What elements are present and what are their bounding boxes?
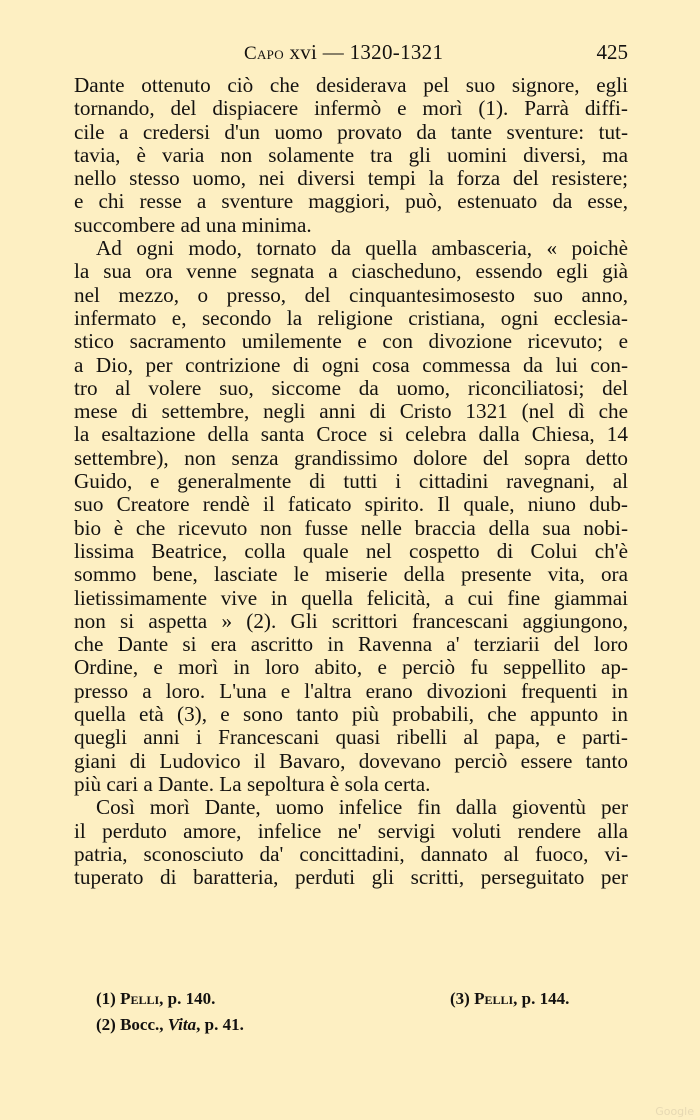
text-line: che Dante si era ascritto in Ravenna a' terziarii del loro — [74, 632, 628, 657]
text-line: presso a loro. L'una e l'altra erano divozioni frequenti in — [74, 678, 628, 703]
footnote-author: Pelli — [474, 989, 514, 1008]
text-line: quegli anni i Francescani quasi ribelli al papa, e parti- — [74, 725, 628, 750]
text-line: giani di Ludovico il Bavaro, dovevano perciò essere tanto — [74, 748, 628, 773]
footnote-marker: (3) — [450, 989, 475, 1008]
text-line: bio è che ricevuto non fusse nelle braccia della sua nobi- — [74, 515, 628, 540]
text-line: stico sacramento umilemente e con divozione ricevuto; e — [74, 329, 628, 354]
text-line: la sua ora venne segnata a ciascheduno, essendo egli già — [74, 259, 628, 284]
watermark: Google — [655, 1105, 694, 1118]
text-line: Ordine, e morì in loro abito, e perciò fu seppellito ap- — [74, 655, 628, 680]
text-line: nel mezzo, o presso, del cinquantesimosesto suo anno, — [74, 282, 628, 307]
running-head — [244, 40, 443, 65]
text-line: a Dio, per contrizione di ogni cosa commessa da lui con- — [74, 352, 628, 377]
footnote-separator: , — [159, 1015, 168, 1034]
text-line: nello stesso uomo, nei diversi tempi la forza del resistere; — [74, 166, 628, 191]
footnote-marker: (1) — [96, 989, 121, 1008]
text-line: più cari a Dante. La sepoltura è sola certa. — [74, 771, 431, 796]
footnote-author: Bocc. — [120, 1015, 160, 1034]
running-head-years: xvi — 1320-1321 — [283, 40, 444, 64]
footnote-3 — [450, 986, 569, 1012]
text-line: Ad ogni modo, tornato da quella ambasceria, « poichè — [96, 236, 628, 261]
text-line: Guido, e generalmente di tutti i cittadini ravegnani, al — [74, 469, 628, 494]
footnote-marker: (2) — [96, 1015, 121, 1034]
text-line: succombere ad una minima. — [74, 212, 312, 237]
text-line: quella età (3), e sono tanto più probabili, che appunto in — [74, 702, 628, 727]
text-line: il perduto amore, infelice ne' servigi voluti rendere alla — [74, 818, 628, 843]
footnote-reference: , p. 41. — [196, 1015, 244, 1034]
text-line: la esaltazione della santa Croce si celebra dalla Chiesa, 14 — [74, 422, 628, 447]
text-line: settembre), non senza grandissimo dolore del sopra detto — [74, 445, 628, 470]
text-line: tavia, è varia non solamente tra gli uomini diversi, ma — [74, 142, 628, 167]
text-line: tuperato di baratteria, perduti gli scritti, perseguitato per — [74, 865, 628, 890]
text-line: lissima Beatrice, colla quale nel cospetto di Colui ch'è — [74, 538, 628, 563]
text-line: Dante ottenuto ciò che desiderava pel suo signore, egli — [74, 73, 628, 97]
footnote-2 — [96, 1012, 244, 1038]
footnote-reference: , p. 144. — [513, 989, 570, 1008]
text-line: patria, sconosciuto da' concittadini, dannato al fuoco, vi- — [74, 841, 628, 866]
text-line: non si aspetta » (2). Gli scrittori francescani aggiungono, — [74, 608, 628, 633]
footnote-title: Vita — [167, 1015, 197, 1034]
text-line: suo Creatore rendè il faticato spirito. Il quale, niuno dub- — [74, 492, 628, 517]
body-text — [74, 74, 628, 889]
footnote-reference: , p. 140. — [159, 989, 216, 1008]
text-line: tornando, del dispiacere infermò e morì (1). Parrà diffi- — [74, 96, 628, 121]
text-line: tro al volere suo, siccome da uomo, riconciliatosi; del — [74, 375, 628, 400]
text-line: e chi resse a sventure maggiori, può, estenuato da esse, — [74, 189, 628, 214]
text-line: lietissimamente vive in quella felicità, a cui fine giammai — [74, 585, 628, 610]
page-number: 425 — [596, 40, 628, 64]
footnote-1 — [96, 986, 215, 1012]
text-line: infermato e, secondo la religione cristiana, ogni ecclesia- — [74, 305, 628, 330]
text-line: Così morì Dante, uomo infelice fin dalla gioventù per — [96, 795, 628, 820]
text-line: cile a credersi d'un uomo provato da tante sventure: tut- — [74, 119, 628, 144]
page-header — [74, 40, 628, 72]
running-head-chapter: Capo — [244, 43, 284, 64]
footnote-author: Pelli — [120, 989, 160, 1008]
text-line: mese di settembre, negli anni di Cristo 1321 (nel dì che — [74, 399, 628, 424]
text-line: sommo bene, lasciate le miserie della presente vita, ora — [74, 562, 628, 587]
